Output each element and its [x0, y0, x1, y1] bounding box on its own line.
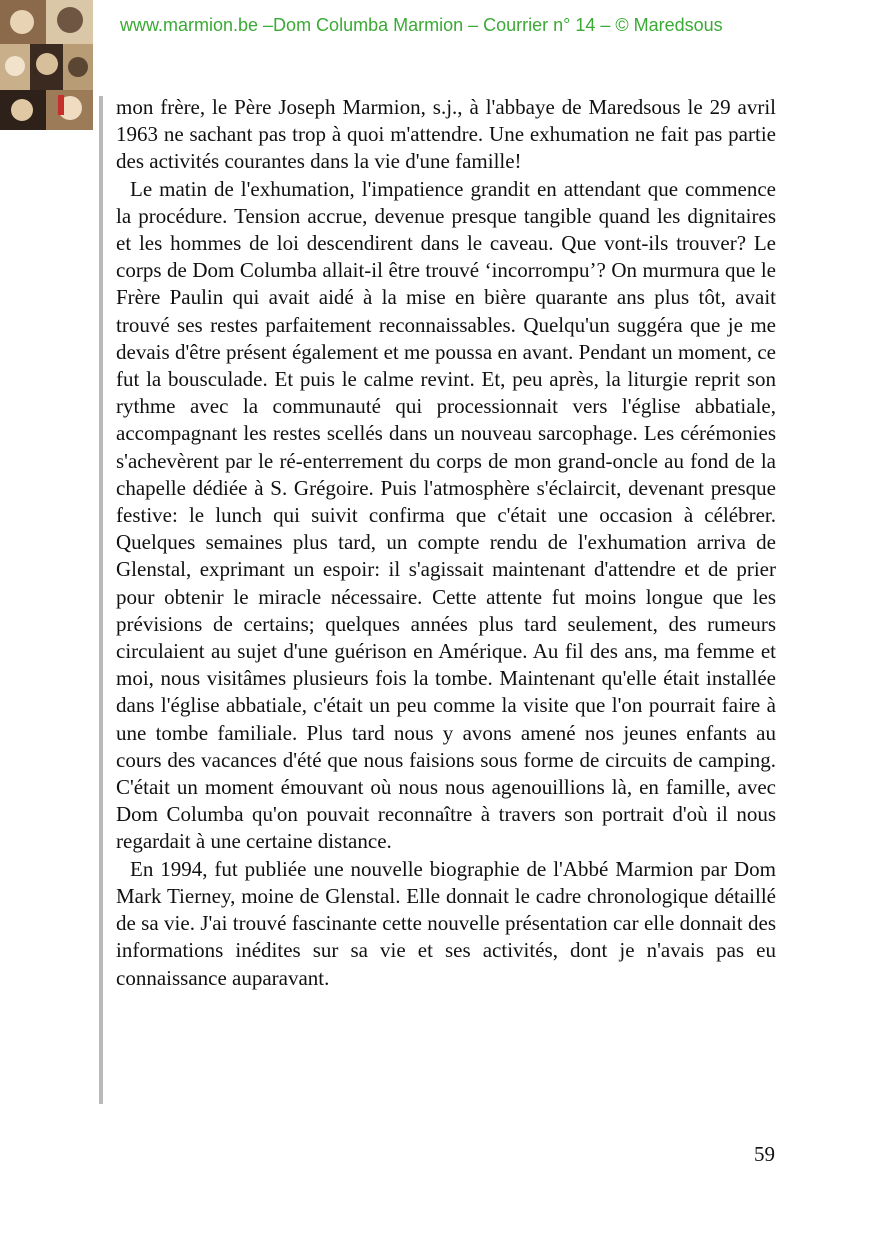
margin-bar — [99, 96, 103, 1104]
portrait-collage-icon — [0, 0, 93, 130]
paragraph: Le matin de l'exhumation, l'impatience grandit en attendant que commence la procédure. Tension accrue, devenue presque tangible quand les dignitaires et les hommes de loi descendirent dans le caveau. Que vont-ils trouver? Le corps de Dom Columba allait-il être trouvé ‘incorrompu’? On murmura que le Frère Paulin qui avait aidé à la mise en bière quarante ans plus tôt, avait trouvé ses restes parfaitement reconnaissables. Quelqu'un suggéra que je me devais d'être présent également et me poussa en avant. Pendant un moment, ce fut la bousculade. Et puis le calme revint. Et, peu après, la liturgie reprit son rythme avec la communauté qui processionnait vers l'église abbatiale, accompagnant les restes scellés dans un nouveau sarcophage. Les cérémonies s'achevèrent par le ré-enterrement du corps de mon grand-oncle au fond de la chapelle dédiée à S. Grégoire. Puis l'atmosphère s'éclaircit, devenant presque festive: le lunch qui suivit confirma que c'était une occasion à célébrer. Quelques semaines plus tard, un compte rendu de l'exhumation arriva de Glenstal, exprimant un espoir: il s'agissait maintenant d'attendre et de prier pour obtenir le miracle nécessaire. Cette attente fut moins longue que les prévisions de certains; quelques années plus tard seulement, des rumeurs circulaient au sujet d'une guérison en Amérique. Au fil des ans, ma femme et moi, nous visitâmes plusieurs fois la tombe. Maintenant qu'elle était installée dans l'église abbatiale, c'était un peu comme la visite que l'on pourrait faire à une tombe familiale. Plus tard nous y avons amené nos jeunes enfants au cours des vacances d'été que nous faisions sous forme de circuits de camping. C'était un moment émouvant où nous nous agenouillions là, en famille, avec Dom Columba qu'on pouvait reconnaître à travers son portrait d'où il nous regardait à une certaine distance. — [116, 176, 776, 854]
portrait-collage-logo — [0, 0, 93, 130]
article-body — [116, 94, 776, 992]
paragraph: En 1994, fut publiée une nouvelle biographie de l'Abbé Marmion par Dom Mark Tierney, moine de Glenstal. Elle donnait le cadre chronologique détaillé de sa vie. J'ai trouvé fascinante cette nouvelle présentation car elle donnait des informations inédites sur sa vie et ses activités, dont je n'avais pas eu connaissance auparavant. — [116, 856, 776, 990]
page-number: 59 — [754, 1142, 775, 1166]
header-website-link[interactable]: www.marmion.be –Dom Columba Marmion – Courrier n° 14 – © Maredsous — [120, 15, 723, 35]
paragraph: mon frère, le Père Joseph Marmion, s.j., à l'abbaye de Maredsous le 29 avril 1963 ne sachant pas trop à quoi m'attendre. Une exhumation ne fait pas partie des activités courantes dans la vie d'une famille! — [116, 95, 776, 174]
